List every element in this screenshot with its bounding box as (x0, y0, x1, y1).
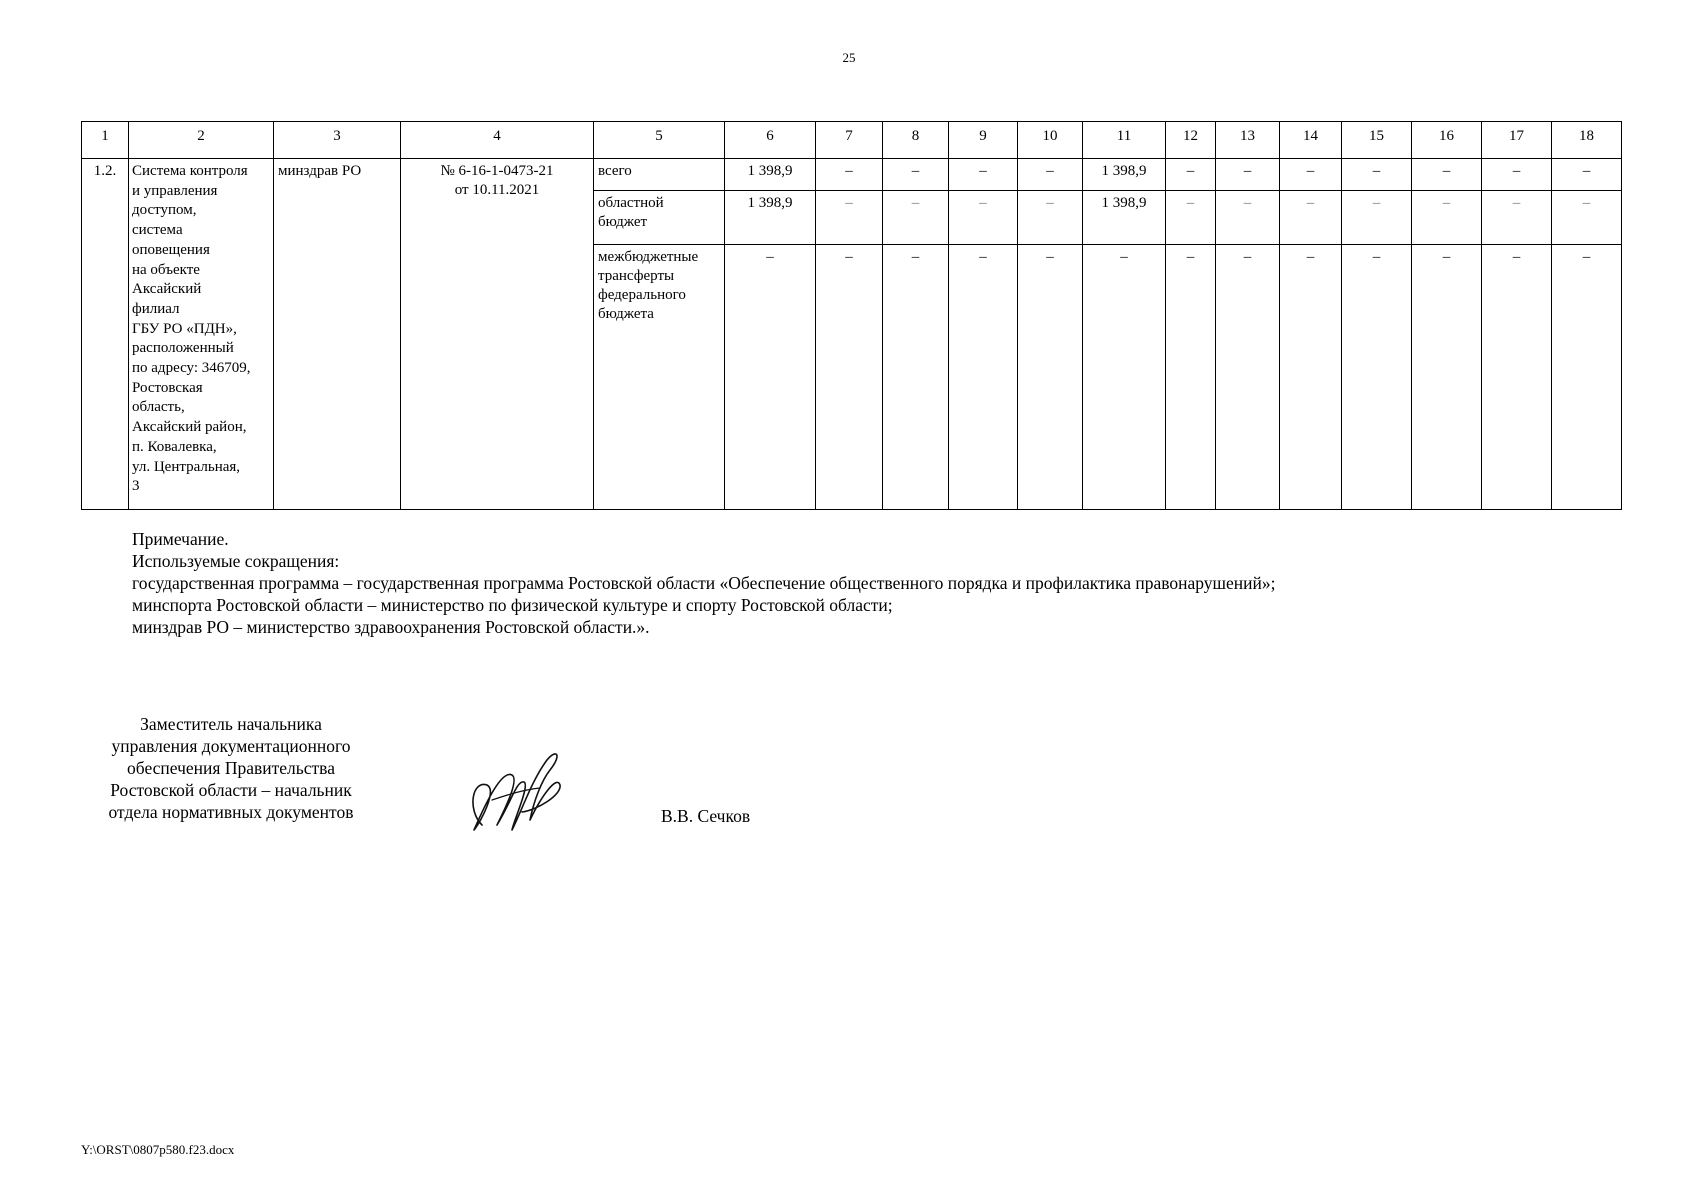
value-cell: – (1552, 245, 1622, 510)
table-header-row (82, 122, 1622, 159)
handwritten-signature (462, 740, 582, 840)
header-cell: 9 (949, 122, 1018, 159)
value-cell: – (1018, 159, 1083, 191)
document-number: № 6-16-1-0473-21 (440, 163, 554, 179)
value-cell: – (949, 159, 1018, 191)
value-cell: – (1018, 191, 1083, 245)
value-cell: – (1166, 245, 1216, 510)
value-cell: 1 398,9 (1083, 159, 1166, 191)
value-cell: – (883, 245, 949, 510)
value-cell: 1 398,9 (1083, 191, 1166, 245)
document-ref (401, 159, 594, 510)
table-row (82, 159, 1622, 191)
header-cell: 10 (1018, 122, 1083, 159)
value-cell: – (1280, 191, 1342, 245)
header-cell: 17 (1482, 122, 1552, 159)
header-cell: 3 (274, 122, 401, 159)
value-cell: – (1482, 159, 1552, 191)
file-path: Y:\ORST\0807p580.f23.docx (81, 1142, 235, 1157)
header-cell: 7 (816, 122, 883, 159)
value-cell: – (1216, 245, 1280, 510)
value-cell: – (1166, 191, 1216, 245)
header-cell: 11 (1083, 122, 1166, 159)
header-cell: 6 (725, 122, 816, 159)
value-cell: – (1166, 159, 1216, 191)
header-cell: 5 (594, 122, 725, 159)
value-cell: – (1412, 159, 1482, 191)
value-cell: – (1216, 191, 1280, 245)
value-cell: – (1482, 191, 1552, 245)
value-cell: – (1342, 245, 1412, 510)
value-cell: – (949, 191, 1018, 245)
header-cell: 18 (1552, 122, 1622, 159)
value-cell: – (1018, 245, 1083, 510)
value-cell: – (883, 191, 949, 245)
header-cell: 15 (1342, 122, 1412, 159)
note-line: минспорта Ростовской области – министерство по физической культуре и спорту Ростовской области; (132, 595, 893, 615)
value-cell: 1 398,9 (725, 159, 816, 191)
value-cell: – (1482, 245, 1552, 510)
header-cell: 13 (1216, 122, 1280, 159)
value-cell: – (949, 245, 1018, 510)
value-cell: – (816, 191, 883, 245)
value-cell: – (1280, 159, 1342, 191)
signer-name: В.В. Сечков (661, 806, 751, 826)
notes-title: Примечание. (132, 529, 229, 549)
value-cell: – (1342, 191, 1412, 245)
page-number: 25 (842, 50, 856, 65)
value-cell: – (883, 159, 949, 191)
funding-table (81, 121, 1622, 510)
source-label: межбюджетные трансферты федерального бюджета (594, 245, 725, 510)
value-cell: – (816, 245, 883, 510)
value-cell: – (1552, 159, 1622, 191)
signer-position: Заместитель начальника управления документационного обеспечения Правительства Ростовской области – начальник отдела нормативных документов (108, 714, 354, 822)
header-cell: 16 (1412, 122, 1482, 159)
value-cell: – (1083, 245, 1166, 510)
source-label: областной бюджет (594, 191, 725, 245)
value-cell: – (1412, 191, 1482, 245)
header-cell: 14 (1280, 122, 1342, 159)
value-cell: – (1216, 159, 1280, 191)
document-date: от 10.11.2021 (454, 182, 540, 198)
value-cell: – (1552, 191, 1622, 245)
value-cell: – (1412, 245, 1482, 510)
value-cell: – (1280, 245, 1342, 510)
row-number: 1.2. (82, 159, 129, 510)
notes-subtitle: Используемые сокращения: (132, 551, 340, 571)
header-cell: 4 (401, 122, 594, 159)
note-line: минздрав РО – министерство здравоохранения Ростовской области.». (132, 617, 650, 637)
note-line: государственная программа – государственная программа Ростовской области «Обеспечение общественного порядка и профилактика правонарушений»; (132, 573, 1276, 593)
executor: минздрав РО (274, 159, 401, 510)
value-cell: – (1342, 159, 1412, 191)
header-cell: 1 (82, 122, 129, 159)
value-cell: 1 398,9 (725, 191, 816, 245)
source-label: всего (594, 159, 725, 191)
header-cell: 12 (1166, 122, 1216, 159)
object-name: Система контроля и управления доступом, система оповещения на объекте Аксайский филиал ГБУ РО «ПДН», расположенный по адресу: 346709, Ростовская область, Аксайский район, п. Ковалевка, ул. Центральная, 3 (129, 159, 274, 510)
value-cell: – (725, 245, 816, 510)
header-cell: 8 (883, 122, 949, 159)
header-cell: 2 (129, 122, 274, 159)
value-cell: – (816, 159, 883, 191)
notes-block (132, 528, 1276, 638)
